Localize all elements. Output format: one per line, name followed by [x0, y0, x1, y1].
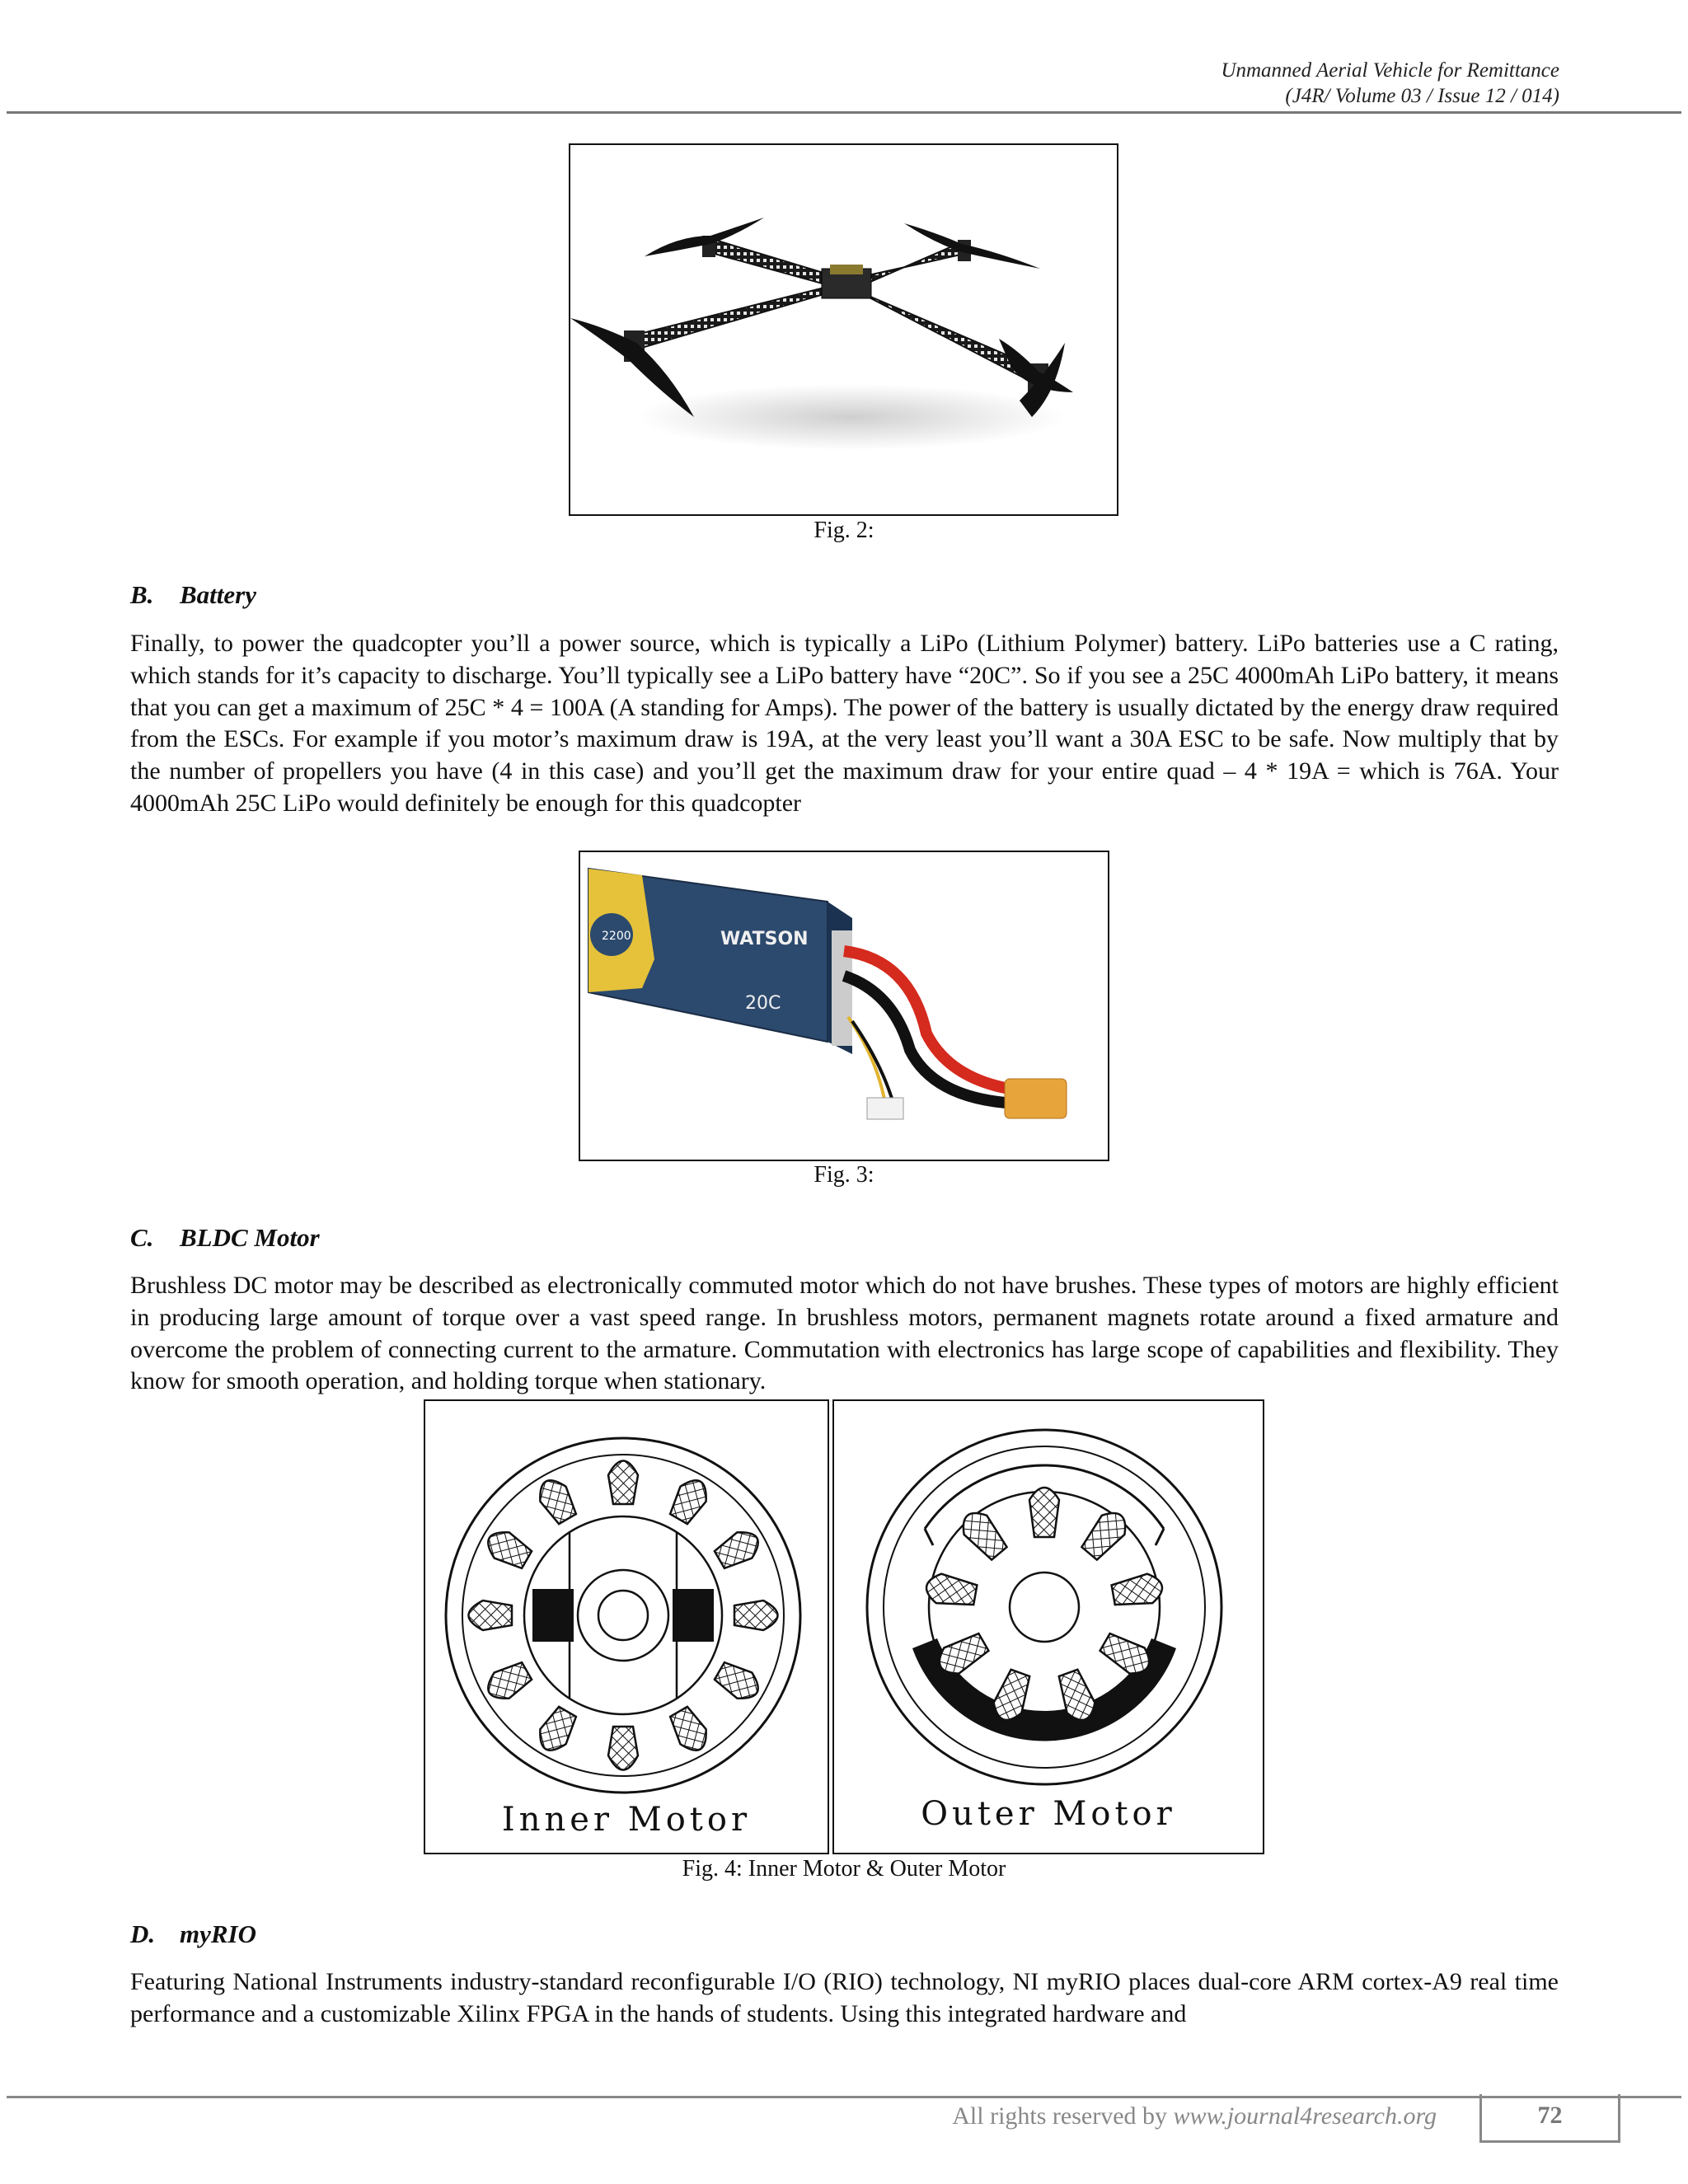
bldc-paragraph: Brushless DC motor may be described as electronically commuted motor which do not have brushes. These types of motors are highly efficient in producing large amount of torque over a vast speed range. In brushless motors, permanent magnets rotate around a fixed armature and overcome the problem of connecting current to the armature. Commutation with electronics has large scope of capabilities and flexibility. They know for smooth operation, and holding torque when stationary.: [130, 1272, 1559, 1395]
footer-site-link[interactable]: www.journal4research.org: [1173, 2102, 1437, 2130]
footer-rule: [7, 2096, 1681, 2098]
battery-capacity-label: 2200: [602, 930, 631, 943]
page-number-box: [1479, 2094, 1620, 2143]
section-title: myRIO: [180, 1919, 256, 1948]
figure-battery: [579, 851, 1109, 1161]
figure-inner-motor: [424, 1399, 829, 1854]
section-letter: D.: [130, 1919, 156, 1948]
section-title: BLDC Motor: [180, 1223, 320, 1252]
battery-paragraph: Finally, to power the quadcopter you’ll a power source, which is typically a LiPo (Lithium Polymer) battery. LiPo batteries use a C rating, which stands for it’s capacity to discharge. You’ll typically see a LiPo battery have “20C”. So if you see a 25C 4000mAh LiPo battery, it means that you can get a maximum of 25C * 4 = 100A (A standing for Amps). The power of the battery is usually dictated by the energy draw required from the ESCs. For example if you motor’s maximum draw is 19A, at the very least you’ll want a 30A ESC to be safe. Now multiply that by the number of propellers you have (4 in this case) and you’ll get the maximum draw for your entire quad – 4 * 19A = which is 76A. Your 4000mAh 25C LiPo would definitely be enough for this quadcopter: [130, 630, 1559, 817]
section-letter: C.: [130, 1223, 154, 1252]
running-header: [1221, 58, 1559, 109]
inner-motor-diagram: [425, 1401, 828, 1853]
figure-2-caption: Fig. 2:: [814, 518, 874, 543]
footer-rights-text: All rights reserved by: [952, 2102, 1174, 2130]
figure-outer-motor: [832, 1399, 1264, 1854]
section-heading-bldc: [130, 1223, 320, 1253]
page-number: 72: [1537, 2102, 1563, 2129]
inner-motor-label: Inner Motor: [501, 1801, 752, 1839]
battery-brand-label: WATSON: [720, 929, 809, 949]
section-heading-myrio: [130, 1919, 256, 1949]
figure-quadcopter: [569, 143, 1118, 516]
outer-motor-label: Outer Motor: [921, 1795, 1176, 1833]
header-title: Unmanned Aerial Vehicle for Remittance: [1221, 59, 1559, 82]
section-title: Battery: [180, 580, 256, 609]
outer-motor-diagram: [834, 1401, 1263, 1853]
header-issue: (J4R/ Volume 03 / Issue 12 / 014): [1285, 85, 1559, 107]
figure-3-caption: Fig. 3:: [814, 1162, 874, 1188]
lipo-battery-image: [580, 852, 1108, 1160]
section-letter: B.: [130, 580, 154, 609]
quadcopter-image: [570, 145, 1117, 514]
footer-rights: [952, 2102, 1437, 2130]
figure-4-caption: Fig. 4: Inner Motor & Outer Motor: [682, 1856, 1006, 1882]
myrio-paragraph: Featuring National Instruments industry-standard reconfigurable I/O (RIO) technology, NI myRIO places dual-core ARM cortex-A9 real time performance and a customizable Xilinx FPGA in the hands of students. Using this integrated hardware and: [130, 1968, 1559, 2027]
header-rule: [7, 111, 1681, 114]
section-heading-battery: [130, 580, 256, 610]
battery-rating-label: 20C: [745, 993, 781, 1014]
